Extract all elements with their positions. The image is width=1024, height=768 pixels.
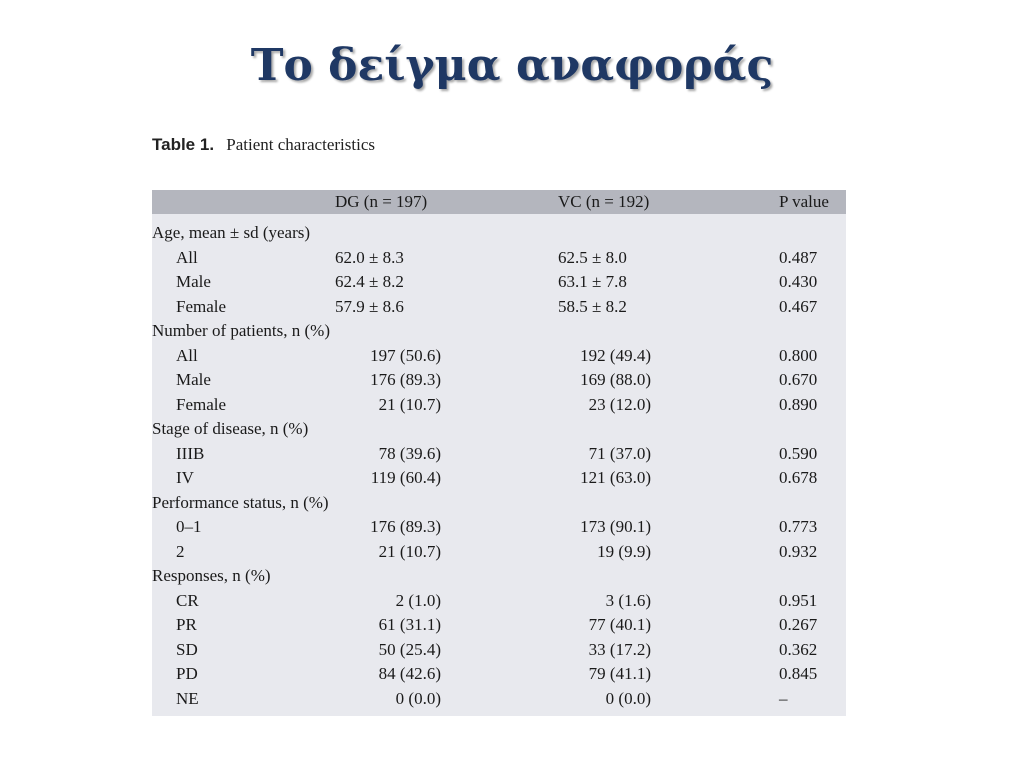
cell-vc: 19 (9.9) xyxy=(597,541,651,561)
table-row xyxy=(152,466,846,490)
cell-dg: 84 (42.6) xyxy=(378,664,441,683)
section-label: Stage of disease, n (%) xyxy=(152,419,309,438)
cell-p-value: 0.430 xyxy=(779,272,818,291)
table-row xyxy=(152,613,846,637)
table-row xyxy=(152,246,846,270)
table-row xyxy=(152,540,846,564)
table-row xyxy=(152,442,846,466)
row-label: Male xyxy=(176,272,211,291)
cell-vc: 77 (40.1) xyxy=(588,615,651,634)
table-section-row xyxy=(152,491,846,515)
cell-p-value: 0.800 xyxy=(779,345,818,365)
cell-vc: 62.5 ± 8.0 xyxy=(558,247,627,267)
cell-dg: 78 (39.6) xyxy=(378,443,441,463)
cell-p-value: 0.467 xyxy=(779,296,818,316)
row-label: Female xyxy=(176,296,227,316)
row-label: SD xyxy=(176,639,198,659)
section-label: Performance status, n (%) xyxy=(152,492,329,512)
table-section-row xyxy=(152,221,846,245)
patient-characteristics-table xyxy=(152,190,846,716)
cell-dg: 50 (25.4) xyxy=(378,639,441,659)
cell-dg: 197 (50.6) xyxy=(370,345,441,365)
section-label: Responses, n (%) xyxy=(152,566,271,585)
cell-vc: 0 (0.0) xyxy=(605,688,651,708)
row-label: All xyxy=(176,345,198,365)
row-label: PR xyxy=(176,615,197,634)
header-p-value: P value xyxy=(779,192,829,211)
cell-vc: 58.5 ± 8.2 xyxy=(558,296,627,316)
row-label: Male xyxy=(176,370,211,389)
header-vc: VC (n = 192) xyxy=(558,192,650,211)
cell-vc: 3 (1.6) xyxy=(605,590,651,610)
cell-dg: 176 (89.3) xyxy=(370,517,441,536)
table-caption xyxy=(152,135,375,155)
row-label: 2 xyxy=(176,541,185,561)
cell-vc: 33 (17.2) xyxy=(588,639,651,659)
row-label: PD xyxy=(176,664,198,683)
cell-p-value: 0.267 xyxy=(779,615,818,634)
slide-title: Το δείγμα αναφοράς xyxy=(250,40,774,91)
table-caption-text: Patient characteristics xyxy=(226,135,375,154)
cell-dg: 0 (0.0) xyxy=(395,688,441,708)
table-row xyxy=(152,589,846,613)
table-row xyxy=(152,662,846,686)
table-row xyxy=(152,393,846,417)
row-label: IV xyxy=(176,468,194,487)
cell-p-value: 0.951 xyxy=(779,590,818,610)
header-dg: DG (n = 197) xyxy=(335,192,428,211)
cell-dg: 57.9 ± 8.6 xyxy=(335,296,404,316)
cell-vc: 169 (88.0) xyxy=(580,370,651,389)
table-caption-number: Table 1. xyxy=(152,135,215,154)
cell-p-value: 0.362 xyxy=(779,639,818,659)
table-row xyxy=(152,368,846,392)
row-label: NE xyxy=(176,688,199,708)
cell-p-value: – xyxy=(779,688,788,708)
table-section-row xyxy=(152,564,846,588)
section-label: Age, mean ± sd (years) xyxy=(152,223,311,242)
cell-dg: 61 (31.1) xyxy=(378,615,441,634)
cell-vc: 63.1 ± 7.8 xyxy=(558,272,627,291)
cell-dg: 21 (10.7) xyxy=(378,541,441,561)
cell-dg: 21 (10.7) xyxy=(378,394,441,414)
cell-p-value: 0.845 xyxy=(779,664,818,683)
cell-vc: 79 (41.1) xyxy=(588,664,651,683)
cell-p-value: 0.590 xyxy=(779,443,818,463)
table-row xyxy=(152,295,846,319)
cell-p-value: 0.890 xyxy=(779,394,818,414)
table-section-row xyxy=(152,319,846,343)
cell-dg: 176 (89.3) xyxy=(370,370,441,389)
table-row xyxy=(152,344,846,368)
cell-vc: 71 (37.0) xyxy=(588,443,651,463)
row-label: CR xyxy=(176,590,199,610)
table-row xyxy=(152,270,846,294)
cell-dg: 119 (60.4) xyxy=(370,468,441,487)
table-section-row xyxy=(152,417,846,441)
table-header-row xyxy=(152,190,846,214)
table-row xyxy=(152,687,846,711)
cell-dg: 2 (1.0) xyxy=(395,590,441,610)
cell-p-value: 0.773 xyxy=(779,517,818,536)
cell-p-value: 0.670 xyxy=(779,370,818,389)
row-label: 0–1 xyxy=(176,517,202,536)
cell-vc: 192 (49.4) xyxy=(580,345,651,365)
cell-vc: 121 (63.0) xyxy=(580,468,651,487)
cell-p-value: 0.487 xyxy=(779,247,818,267)
row-label: Female xyxy=(176,394,227,414)
cell-vc: 173 (90.1) xyxy=(580,517,651,536)
cell-dg: 62.4 ± 8.2 xyxy=(335,272,404,291)
row-label: All xyxy=(176,247,198,267)
cell-dg: 62.0 ± 8.3 xyxy=(335,247,404,267)
row-label: IIIB xyxy=(176,443,205,463)
cell-p-value: 0.678 xyxy=(779,468,818,487)
cell-vc: 23 (12.0) xyxy=(588,394,651,414)
table-row xyxy=(152,515,846,539)
cell-p-value: 0.932 xyxy=(779,541,818,561)
section-label: Number of patients, n (%) xyxy=(152,321,330,340)
table-row xyxy=(152,638,846,662)
